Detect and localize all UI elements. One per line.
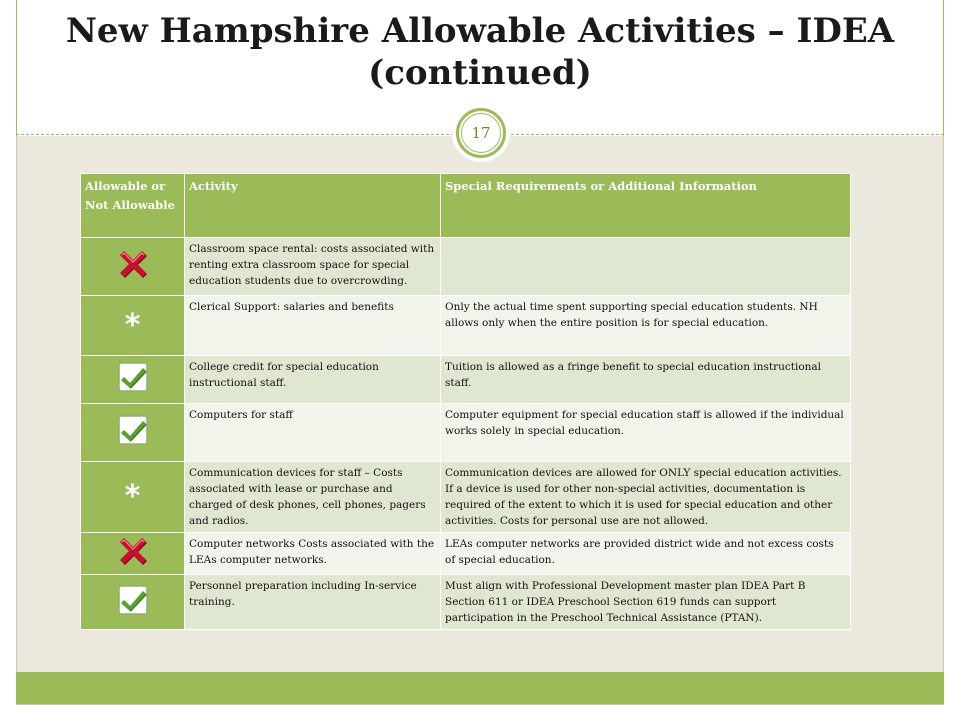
status-cell bbox=[81, 575, 185, 630]
checkmark-icon bbox=[116, 413, 150, 447]
allowable-activities-table bbox=[80, 173, 851, 630]
requirements-cell: LEAs computer networks are provided district wide and not excess costs of special education. bbox=[441, 533, 851, 575]
table-body bbox=[81, 238, 851, 630]
table-row bbox=[81, 238, 851, 296]
footer-band bbox=[16, 672, 944, 704]
activity-cell: Classroom space rental: costs associated with renting extra classroom space for special education students due to overcrowding. bbox=[185, 238, 441, 296]
page-number: 17 bbox=[471, 124, 491, 142]
activity-cell: Computers for staff bbox=[185, 404, 441, 462]
status-cell bbox=[81, 404, 185, 462]
table-row bbox=[81, 296, 851, 356]
red-x-icon bbox=[116, 247, 150, 281]
header-requirements: Special Requirements or Additional Information bbox=[441, 174, 851, 238]
status-cell bbox=[81, 462, 185, 533]
table-row bbox=[81, 533, 851, 575]
requirements-cell: Tuition is allowed as a fringe benefit to special education instructional staff. bbox=[441, 356, 851, 404]
table-row bbox=[81, 356, 851, 404]
status-cell bbox=[81, 238, 185, 296]
red-x-icon bbox=[116, 534, 150, 568]
checkmark-icon bbox=[116, 360, 150, 394]
activity-cell: Personnel preparation including In-service training. bbox=[185, 575, 441, 630]
status-cell bbox=[81, 533, 185, 575]
header-activity: Activity bbox=[185, 174, 441, 238]
requirements-cell: Only the actual time spent supporting special education students. NH allows only when the entire position is for special education. bbox=[441, 296, 851, 356]
requirements-cell: Must align with Professional Development master plan IDEA Part B Section 611 or IDEA Preschool Section 619 funds can support participation in the Preschool Technical Assistance (PTAN). bbox=[441, 575, 851, 630]
activity-cell: Computer networks Costs associated with the LEAs computer networks. bbox=[185, 533, 441, 575]
status-cell bbox=[81, 296, 185, 356]
slide-title: New Hampshire Allowable Activities – IDEA (continued) bbox=[65, 11, 895, 93]
requirements-cell bbox=[441, 238, 851, 296]
table-header-row bbox=[81, 174, 851, 238]
activity-cell: Communication devices for staff – Costs associated with lease or purchase and charged of desk phones, cell phones, pagers and radios. bbox=[185, 462, 441, 533]
checkmark-icon bbox=[116, 583, 150, 617]
requirements-cell: Computer equipment for special education staff is allowed if the individual works solely in special education. bbox=[441, 404, 851, 462]
activity-cell: Clerical Support: salaries and benefits bbox=[185, 296, 441, 356]
page-number-badge bbox=[456, 108, 506, 158]
footer-line bbox=[16, 704, 944, 707]
asterisk-marker: * bbox=[124, 307, 141, 343]
table-row bbox=[81, 404, 851, 462]
requirements-cell: Communication devices are allowed for ONLY special education activities. If a device is used for other non-special activities, documentation is required of the extent to which it is used for special education and other activities. Costs for personal use are not allowed. bbox=[441, 462, 851, 533]
table-row bbox=[81, 462, 851, 533]
header-status: Allowable or Not Allowable bbox=[81, 174, 185, 238]
table-row bbox=[81, 575, 851, 630]
activity-cell: College credit for special education instructional staff. bbox=[185, 356, 441, 404]
asterisk-marker: * bbox=[124, 479, 141, 514]
status-cell bbox=[81, 356, 185, 404]
